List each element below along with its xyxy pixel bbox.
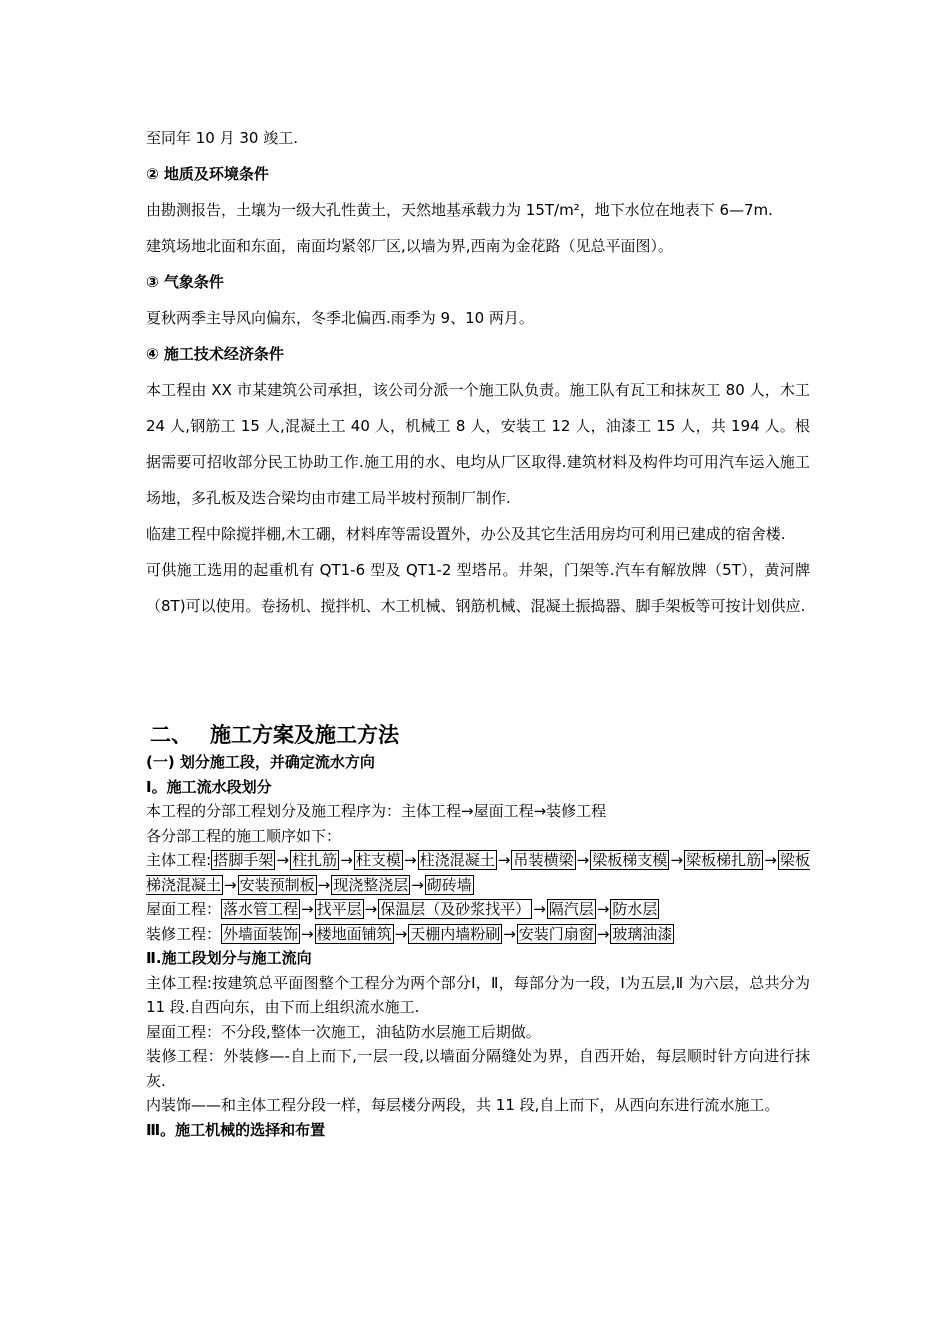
arrow-icon: → [497,851,511,869]
section-construction-plan [146,720,810,1142]
arrow-icon: → [576,851,590,869]
roof-works-step: 找平层 [316,900,362,918]
decoration-works-step: 玻璃油漆 [612,924,673,943]
paragraph-completion: 至同年 10 月 30 竣工. [146,129,299,147]
arrow-icon: → [394,924,408,943]
decoration-works-label: 装修工程： [146,924,222,943]
section-site-conditions [146,120,810,624]
main-works-label: 主体工程: [146,851,212,869]
decoration-works-sequence [146,922,810,947]
section-title-number: 二、 [150,723,192,747]
main-works-sequence [146,848,810,897]
paragraph-order-intro: 各分部工程的施工顺序如下： [146,826,342,845]
main-works-step: 梁板梯浇混凝土 [146,851,810,894]
main-works-step: 柱浇混凝土 [419,851,495,869]
paragraph-tech-1: 本工程由 XX 市某建筑公司承担，该公司分派一个施工队负责。施工队有瓦工和抹灰工 80 人，木工 24 人,钢筋工 15 人,混凝土工 40 人，机械工 8 人，安装工 12 人，油漆工 15 人，共 194 人。根据需要可招收部分民工协助工作.施工用的水、电均从厂区取得.建筑材料及构件均可用汽车运入施工场地，多孔板及迭合梁均由市建工局半坡村预制厂制作. [146,381,810,507]
arrow-icon: → [317,875,331,894]
main-works-step: 吊装横梁 [513,851,574,869]
arrow-icon: → [533,900,546,918]
section-title [146,720,810,750]
paragraph-geology-2: 建筑场地北面和东面，南面均紧邻厂区,以墙为界,西南为金花路（见总平面图）。 [146,237,674,255]
arrow-icon: → [764,851,777,869]
arrow-icon: → [596,924,610,943]
paragraph-program: 本工程的分部工程划分及施工程序为：主体工程→屋面工程→装修工程 [146,802,607,820]
paragraph-main-segments: 主体工程:按建筑总平面图整个工程分为两个部分Ⅰ，Ⅱ，每部分为一段，Ⅰ为五层,Ⅱ 为六层，总共分为 11 段.自西向东，由下而上组织流水施工. [146,973,810,1016]
main-works-step: 柱扎筋 [292,851,338,869]
decoration-works-step: 外墙面装饰 [223,924,299,943]
heading-machinery: Ⅲ。施工机械的选择和布置 [146,1120,326,1139]
main-works-step: 梁板梯支模 [592,851,668,869]
heading-segment-direction: Ⅱ.施工段划分与施工流向 [146,949,312,967]
arrow-icon: → [596,900,610,918]
main-works-step: 搭脚手架 [213,851,274,869]
paragraph-weather: 夏秋两季主导风向偏东，冬季北偏西.雨季为 9、10 两月。 [146,309,534,327]
roof-works-step: 隔汽层 [548,900,594,918]
arrow-icon: → [670,851,684,869]
arrow-icon: → [411,875,424,894]
decoration-works-step: 天棚内墙粉刷 [410,924,501,943]
arrow-icon: → [301,900,314,918]
paragraph-roof-segments: 屋面工程：不分段,整体一次施工，油毡防水层施工后期做。 [146,1022,541,1041]
main-works-step: 安装预制板 [239,875,315,894]
section-title-text: 施工方案及施工方法 [210,723,399,747]
roof-works-step: 保温层（及砂浆找平） [380,900,531,918]
roof-works-step: 落水管工程 [223,900,299,918]
arrow-icon: → [340,851,353,869]
arrow-icon: → [224,875,237,894]
subheading-weather: ③ 气象条件 [146,273,224,291]
paragraph-exterior-finish: 装修工程：外装修—-自上而下,一层一段,以墙面分隔缝处为界，自西开始，每层顺时针方向进行抹灰. [146,1047,810,1090]
subsection-heading-1: (一) 划分施工段，并确定流水方向 [146,753,375,771]
roof-works-sequence [146,897,810,922]
arrow-icon: → [364,900,378,918]
main-works-step: 梁板梯扎筋 [686,851,762,869]
main-works-step: 现浇整浇层 [333,875,409,894]
main-works-steps [146,850,810,895]
arrow-icon: → [403,851,417,869]
heading-flow-division: Ⅰ。施工流水段划分 [146,777,272,796]
roof-works-step: 防水层 [612,900,658,918]
paragraph-tech-3: 可供施工选用的起重机有 QT1-6 型及 QT1-2 型塔吊。井架，门架等.汽车有解放牌（5T），黄河牌（8T)可以使用。卷扬机、搅拌机、木工机械、钢筋机械、混凝土振捣器、脚手架板等可按计划供应. [146,561,810,615]
paragraph-interior-finish: 内装饰——和主体工程分段一样，每层楼分两段，共 11 段,自上而下，从西向东进行流水施工。 [146,1096,780,1114]
subheading-tech-economy: ④ 施工技术经济条件 [146,345,284,363]
main-works-step: 柱支模 [355,851,401,869]
decoration-works-step: 安装门扇窗 [518,924,594,943]
roof-works-steps [221,899,659,919]
arrow-icon: → [276,851,290,869]
paragraph-tech-2: 临建工程中除搅拌棚,木工硼，材料库等需设置外，办公及其它生活用房均可利用已建成的宿舍楼. [146,525,786,543]
decoration-works-step: 楼地面铺筑 [316,924,392,943]
subheading-geology: ② 地质及环境条件 [146,165,269,183]
arrow-icon: → [301,924,314,943]
roof-works-label: 屋面工程： [146,900,222,918]
arrow-icon: → [503,924,516,943]
paragraph-geology-1: 由勘测报告，土壤为一级大孔性黄土，天然地基承载力为 15T/m²，地下水位在地表下 6—7m. [146,201,773,219]
main-works-step: 砌砖墙 [426,875,472,894]
decoration-works-steps [221,924,674,944]
